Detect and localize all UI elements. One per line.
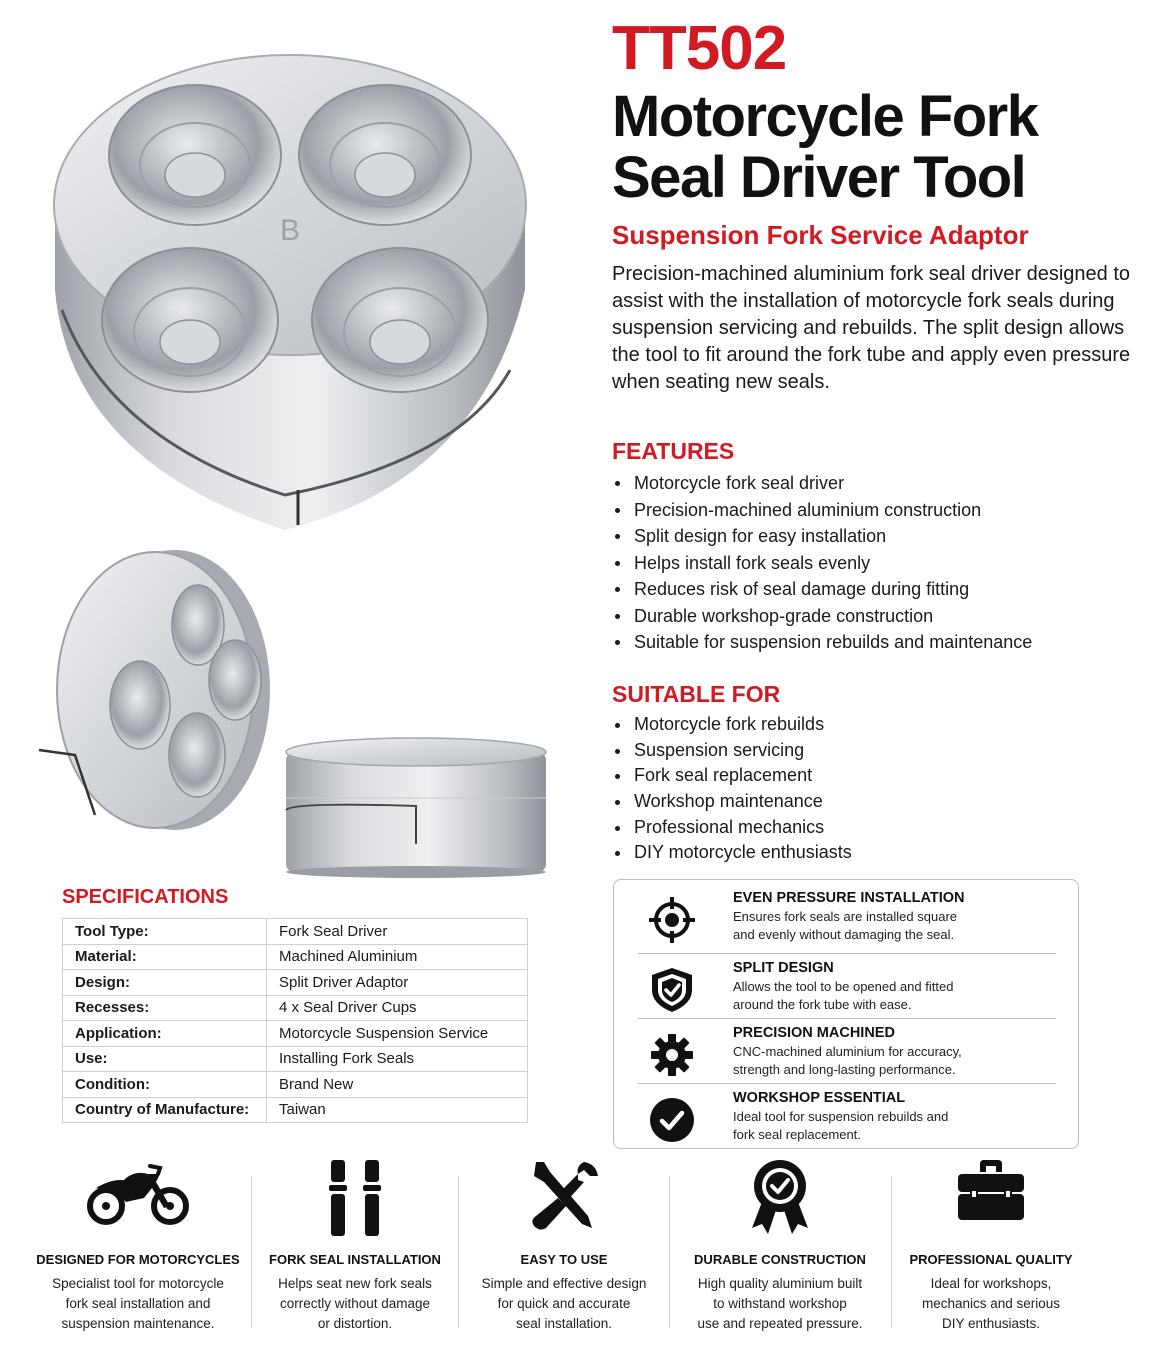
spec-label: Country of Manufacture: <box>63 1097 267 1123</box>
fork-tubes-icon <box>325 1158 385 1238</box>
bottom-line: High quality aluminium built <box>697 1276 863 1291</box>
benefit-precision-machined <box>638 1025 1058 1089</box>
feature-item: Durable workshop-grade construction <box>612 603 1032 630</box>
bottom-professional <box>895 1158 1087 1338</box>
spec-label: Material: <box>63 944 267 970</box>
benefit-split-design <box>638 960 1058 1024</box>
feature-item: Helps install fork seals evenly <box>612 550 1032 577</box>
check-circle-icon <box>648 1096 696 1144</box>
spec-label: Use: <box>63 1046 267 1072</box>
benefit-line: Ideal tool for suspension rebuilds and <box>733 1109 949 1124</box>
title-line-2: Seal Driver Tool <box>612 145 1026 210</box>
spec-label: Tool Type: <box>63 919 267 945</box>
bottom-title: DESIGNED FOR MOTORCYCLES <box>36 1252 240 1267</box>
spec-row <box>63 1072 528 1098</box>
main-product-image <box>40 40 540 540</box>
bottom-line: or distortion. <box>317 1316 393 1331</box>
shield-check-icon <box>648 966 696 1014</box>
suitable-item: DIY motorcycle enthusiasts <box>612 840 852 866</box>
spec-value: Split Driver Adaptor <box>267 970 528 996</box>
benefit-title: WORKSHOP ESSENTIAL <box>733 1090 906 1106</box>
benefit-workshop-essential <box>638 1090 1058 1154</box>
product-description: Precision-machined aluminium fork seal driver designed to assist with the installation of motorcycle fork seals during suspension servicing and rebuilds. The split design allows the tool to fit around the fork tube and apply even pressure when seating new seals. <box>612 263 1131 393</box>
spec-row <box>63 1097 528 1123</box>
suitable-item: Suspension servicing <box>612 738 852 764</box>
spec-label: Design: <box>63 970 267 996</box>
engraved-letter: B <box>280 214 301 247</box>
divider <box>638 1018 1056 1019</box>
benefit-description <box>733 978 1063 1013</box>
feature-item: Reduces risk of seal damage during fitting <box>612 576 1032 603</box>
bottom-line: Simple and effective design <box>481 1276 647 1291</box>
spec-row <box>63 995 528 1021</box>
angled-product-image <box>35 545 275 835</box>
spec-label: Condition: <box>63 1072 267 1098</box>
benefit-line: and evenly without damaging the seal. <box>733 926 955 942</box>
suitable-item: Professional mechanics <box>612 815 852 841</box>
tools-icon <box>526 1158 602 1234</box>
benefit-line: Ensures fork seals are installed square <box>733 909 958 924</box>
model-number: TT502 <box>612 14 787 83</box>
specifications-heading: SPECIFICATIONS <box>62 886 229 908</box>
benefit-line: Allows the tool to be opened and fitted <box>733 979 954 994</box>
feature-item: Split design for easy installation <box>612 523 1032 550</box>
divider <box>251 1176 252 1328</box>
title-line-1: Motorcycle Fork <box>612 84 1038 149</box>
crosshair-icon <box>648 896 696 944</box>
divider <box>891 1176 892 1328</box>
spec-row <box>63 919 528 945</box>
benefit-even-pressure <box>638 890 1058 954</box>
bottom-title: DURABLE CONSTRUCTION <box>694 1252 866 1267</box>
bottom-line: Specialist tool for motorcycle <box>52 1276 224 1291</box>
bottom-line: DIY enthusiasts. <box>941 1316 1041 1331</box>
bottom-line: Helps seat new fork seals <box>278 1276 432 1291</box>
suitable-list <box>612 712 852 866</box>
spec-row <box>63 1021 528 1047</box>
bottom-line: fork seal installation and <box>65 1296 211 1311</box>
benefit-line: strength and long-lasting performance. <box>733 1061 956 1077</box>
bottom-line: for quick and accurate <box>497 1296 631 1311</box>
product-subtitle: Suspension Fork Service Adaptor <box>612 220 1029 250</box>
bottom-line: seal installation. <box>515 1316 613 1331</box>
specifications-table <box>62 918 528 1123</box>
benefit-title: PRECISION MACHINED <box>733 1025 895 1041</box>
benefit-description <box>733 908 1063 943</box>
award-icon <box>748 1158 812 1238</box>
bottom-title: PROFESSIONAL QUALITY <box>909 1252 1073 1267</box>
suitable-item: Fork seal replacement <box>612 763 852 789</box>
spec-value: 4 x Seal Driver Cups <box>267 995 528 1021</box>
benefit-title: SPLIT DESIGN <box>733 960 834 976</box>
feature-item: Motorcycle fork seal driver <box>612 470 1032 497</box>
bottom-description <box>673 1274 887 1334</box>
bottom-description <box>30 1274 246 1334</box>
divider <box>638 953 1056 954</box>
motorcycle-icon <box>86 1158 190 1228</box>
divider <box>638 1083 1056 1084</box>
features-heading: FEATURES <box>612 438 735 464</box>
side-product-image <box>282 732 550 882</box>
spec-value: Motorcycle Suspension Service <box>267 1021 528 1047</box>
spec-value: Brand New <box>267 1072 528 1098</box>
bottom-description <box>462 1274 666 1334</box>
bottom-line: correctly without damage <box>279 1296 431 1311</box>
bottom-description <box>255 1274 455 1334</box>
divider <box>458 1176 459 1328</box>
benefit-description <box>733 1108 1063 1143</box>
bottom-description <box>895 1274 1087 1334</box>
bottom-line: Ideal for workshops, <box>930 1276 1052 1291</box>
bottom-line: use and repeated pressure. <box>697 1316 863 1331</box>
gear-icon <box>648 1031 696 1079</box>
toolbox-icon <box>956 1158 1026 1222</box>
bottom-durable <box>673 1158 887 1338</box>
bottom-line: to withstand workshop <box>713 1296 847 1311</box>
divider <box>669 1176 670 1328</box>
bottom-title: EASY TO USE <box>520 1252 608 1267</box>
benefits-box <box>613 879 1079 1149</box>
spec-value: Machined Aluminium <box>267 944 528 970</box>
benefit-line: CNC-machined aluminium for accuracy, <box>733 1044 962 1059</box>
suitable-heading: SUITABLE FOR <box>612 681 781 707</box>
suitable-item: Workshop maintenance <box>612 789 852 815</box>
benefit-description <box>733 1043 1063 1078</box>
bottom-fork-seal <box>255 1158 455 1338</box>
bottom-line: suspension maintenance. <box>61 1316 215 1331</box>
spec-value: Installing Fork Seals <box>267 1046 528 1072</box>
spec-row <box>63 1046 528 1072</box>
feature-item: Suitable for suspension rebuilds and maintenance <box>612 629 1032 656</box>
features-list <box>612 470 1032 656</box>
bottom-motorcycles <box>30 1158 246 1338</box>
spec-value: Fork Seal Driver <box>267 919 528 945</box>
product-title <box>612 86 1132 208</box>
spec-value: Taiwan <box>267 1097 528 1123</box>
bottom-title: FORK SEAL INSTALLATION <box>269 1252 441 1267</box>
feature-item: Precision-machined aluminium construction <box>612 497 1032 524</box>
spec-row <box>63 944 528 970</box>
benefit-title: EVEN PRESSURE INSTALLATION <box>733 890 965 906</box>
bottom-easy-to-use <box>462 1158 666 1338</box>
spec-row <box>63 970 528 996</box>
benefit-line: fork seal replacement. <box>733 1126 861 1142</box>
benefit-line: around the fork tube with ease. <box>733 996 912 1012</box>
spec-label: Application: <box>63 1021 267 1047</box>
spec-label: Recesses: <box>63 995 267 1021</box>
suitable-item: Motorcycle fork rebuilds <box>612 712 852 738</box>
bottom-line: mechanics and serious <box>921 1296 1061 1311</box>
